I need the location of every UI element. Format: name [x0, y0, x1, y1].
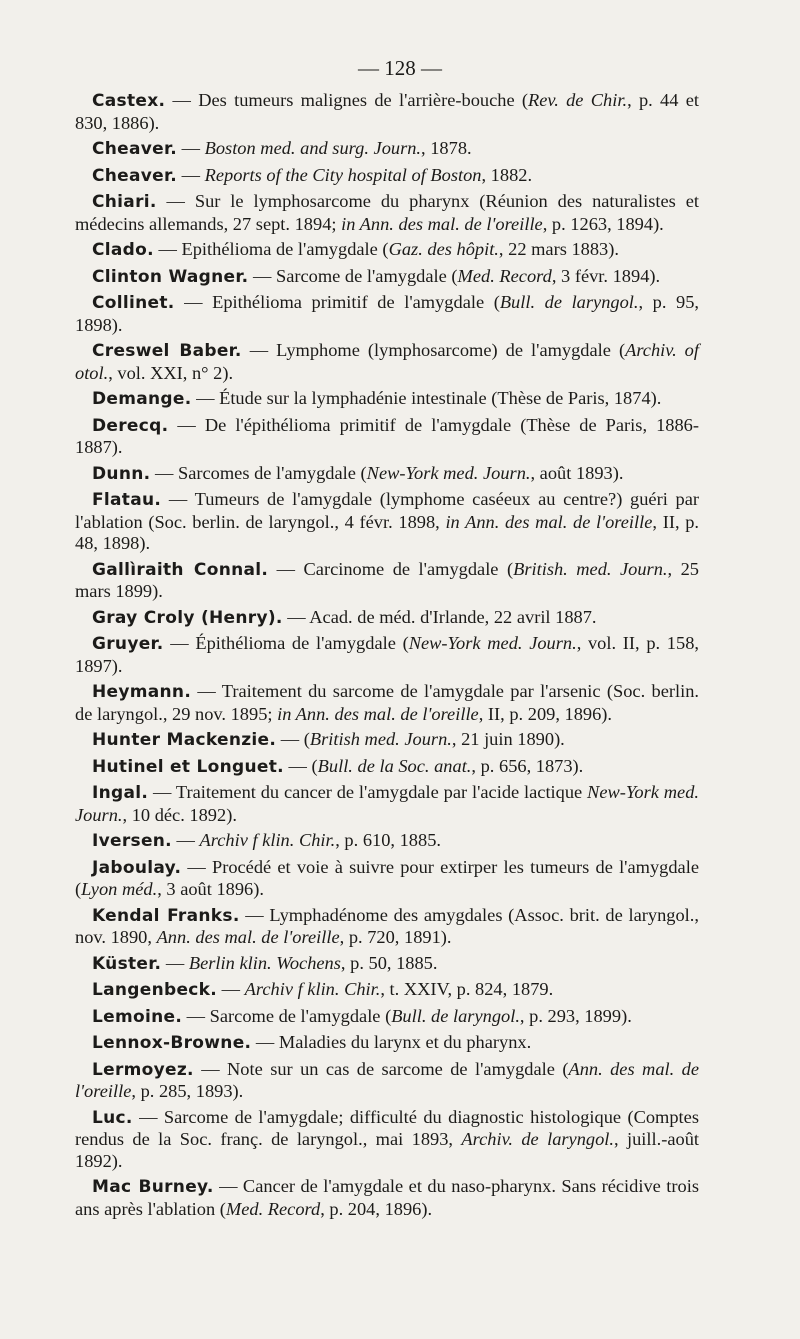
entry-text: —: [171, 830, 200, 850]
entry-text: — Tumeurs de l'amygdale (lymphome caséeux au centre?) guéri par l'ablation (Soc. berlin. de laryngol., 4 févr. 1898,: [75, 489, 699, 532]
publication-title: Boston med. and surg. Journ.: [204, 138, 422, 158]
author-name: Chiari.: [92, 192, 157, 212]
publication-title: Ann. des mal. de l'oreille: [156, 927, 340, 947]
entry-text: , p. 285, 1893).: [131, 1081, 244, 1101]
entry-text: , p. 95, 1898).: [75, 292, 699, 335]
entry-text: , 21 juin 1890).: [451, 729, 565, 749]
entry-text: , juill.-août 1892).: [75, 1129, 700, 1171]
publication-title: in Ann. des mal. de l'oreille: [277, 703, 479, 724]
entry-text: — Sarcome de l'amygdale (: [248, 265, 458, 286]
publication-title: Ann. des mal. de l'oreille: [75, 1058, 699, 1101]
entry-text: — Lymphadénome des amygdales (Assoc. brit. de laryngol., nov. 1890,: [75, 904, 699, 947]
bibliography-entry: [75, 1107, 699, 1173]
entry-text: , p. 293, 1899).: [519, 1005, 632, 1026]
entry-text: — Traitement du sarcome de l'amygdale par l'arsenic (Soc. berlin. de laryngol., 29 nov. 1895;: [75, 681, 699, 724]
author-name: Gallìraith Connal.: [92, 559, 269, 580]
author-name: Langenbeck.: [92, 980, 218, 1000]
entry-text: , p. 50, 1885.: [340, 952, 438, 973]
entry-text: , II, p. 48, 1898).: [75, 511, 699, 553]
author-name: Lennox-Browne.: [92, 1033, 252, 1053]
entry-text: , 3 août 1896).: [157, 879, 264, 899]
entry-text: — Des tumeurs malignes de l'arrière-bouche (: [165, 90, 529, 110]
publication-title: Reports of the City hospital of Boston: [204, 164, 482, 185]
author-name: Clinton Wagner.: [92, 266, 249, 287]
author-name: Kendal Franks.: [92, 905, 240, 926]
bibliography-entry: [75, 633, 699, 677]
bibliography-entry: [75, 90, 699, 134]
entry-text: — Cancer de l'amygdale et du naso-pharynx. Sans récidive trois ans après l'ablation (: [75, 1176, 699, 1219]
publication-title: Lyon méd.: [81, 879, 158, 899]
entry-text: — Traitement du cancer de l'amygdale par l'acide lactique: [148, 782, 588, 802]
bibliography-entry: [75, 905, 699, 949]
author-name: Jaboulay.: [92, 857, 182, 878]
author-name: Küster.: [92, 953, 162, 974]
entry-text: — (: [276, 729, 310, 749]
entry-text: — Épithélioma de l'amygdale (: [163, 633, 409, 653]
entry-text: , p. 204, 1896).: [320, 1198, 433, 1219]
entry-text: — Sarcome de l'amygdale (: [182, 1005, 392, 1026]
bibliography-entry: [75, 292, 699, 336]
author-name: Demange.: [92, 389, 192, 409]
bibliography-entry: [75, 782, 699, 826]
publication-title: Bull. de laryngol.: [499, 292, 639, 312]
entry-text: —: [177, 138, 205, 158]
publication-title: Archiv. de laryngol.: [461, 1129, 615, 1149]
publication-title: Med. Record: [225, 1198, 321, 1219]
publication-title: New-York med. Journ.: [75, 782, 699, 825]
entry-text: — Acad. de méd. d'Irlande, 22 avril 1887.: [282, 606, 597, 627]
publication-title: Bull. de la Soc. anat.: [317, 755, 472, 776]
bibliography-entry: [75, 681, 699, 725]
entry-text: , p. 720, 1891).: [339, 927, 452, 947]
publication-title: Gaz. des hôpit.: [388, 239, 499, 259]
publication-title: New-York med. Journ.: [366, 462, 531, 483]
bibliography-entry: [75, 1176, 699, 1220]
author-name: Dunn.: [92, 463, 151, 484]
publication-title: in Ann. des mal. de l'oreille: [445, 511, 653, 532]
bibliography-entry: [75, 165, 699, 188]
entry-text: , 25 mars 1899).: [75, 558, 699, 601]
entry-text: , II, p. 209, 1896).: [478, 703, 613, 724]
author-name: Gruyer.: [92, 634, 164, 654]
bibliography-entry: [75, 239, 699, 262]
publication-title: British med. Journ.: [309, 729, 452, 749]
publication-title: Med. Record: [457, 265, 552, 286]
bibliography-entry: [75, 1006, 699, 1029]
entry-text: , août 1893).: [530, 462, 624, 483]
bibliography-entry: [75, 1032, 699, 1055]
entry-text: , p. 610, 1885.: [335, 830, 441, 850]
page-number: — 128 —: [358, 56, 442, 80]
author-name: Cheaver.: [92, 165, 178, 186]
bibliography-entry: [75, 953, 699, 976]
entry-text: — Epithélioma de l'amygdale (: [153, 239, 389, 259]
author-name: Cheaver.: [92, 139, 178, 159]
entry-text: — Sur le lymphosarcome du pharynx (Réunion des naturalistes et médecins allemands, 27 sept. 1894;: [75, 191, 699, 234]
entry-text: —: [161, 952, 189, 973]
bibliography-entry: [75, 559, 699, 603]
author-name: Heymann.: [92, 682, 192, 702]
entry-text: , vol. XXI, n° 2).: [108, 362, 234, 383]
entry-text: — Sarcomes de l'amygdale (: [150, 462, 367, 483]
bibliography-entry: [75, 266, 699, 289]
author-name: Flatau.: [92, 490, 162, 510]
publication-title: Rev. de Chir.: [528, 90, 628, 110]
author-name: Derecq.: [92, 415, 169, 436]
entry-text: , p. 1263, 1894).: [542, 213, 664, 234]
bibliography-entry: [75, 607, 699, 630]
entry-text: — Note sur un cas de sarcome de l'amygdale (: [193, 1058, 569, 1079]
entry-text: , 10 déc. 1892).: [122, 804, 237, 825]
publication-title: Archiv f klin. Chir.: [199, 830, 336, 850]
entry-text: , 1882.: [481, 164, 533, 185]
entry-text: , p. 44 et 830, 1886).: [75, 90, 699, 133]
publication-title: New-York med. Journ.: [408, 633, 577, 653]
bibliography-entry: [75, 388, 699, 411]
entry-text: —: [177, 164, 205, 185]
entry-text: —: [217, 979, 245, 999]
author-name: Castex.: [92, 91, 166, 111]
author-name: Mac Burney.: [92, 1177, 214, 1197]
author-name: Collinet.: [92, 293, 175, 313]
author-name: Gray Croly (Henry).: [92, 607, 283, 628]
entry-text: — Lymphome (lymphosarcome) de l'amygdale (: [241, 340, 626, 360]
entry-text: , 3 févr. 1894).: [551, 265, 661, 286]
entry-text: — Sarcome de l'amygdale; difficulté du diagnostic histologique (Comptes rendus de la Soc. franç. de laryngol., mai 1893,: [75, 1106, 699, 1149]
author-name: Iversen.: [92, 831, 172, 851]
entry-text: , p. 656, 1873).: [471, 755, 584, 776]
publication-title: Archiv f klin. Chir.: [244, 979, 381, 999]
entry-text: — Procédé et voie à suivre pour extirper les tumeurs de l'amygdale (: [75, 856, 699, 899]
entry-text: — (: [283, 755, 318, 776]
publication-title: Bull. de laryngol.: [391, 1005, 520, 1026]
entry-text: , t. XXIV, p. 824, 1879.: [380, 979, 554, 999]
author-name: Hunter Mackenzie.: [92, 730, 277, 750]
bibliography-entry: [75, 857, 699, 901]
bibliography-entry: [75, 830, 699, 853]
publication-title: Berlin klin. Wochens: [188, 952, 341, 973]
bibliography-entry: [75, 1059, 699, 1103]
bibliography-entry: [75, 729, 699, 752]
entry-text: — Étude sur la lymphadénie intestinale (Thèse de Paris, 1874).: [191, 388, 662, 408]
author-name: Creswel Baber.: [92, 341, 242, 361]
author-name: Lermoyez.: [92, 1059, 194, 1080]
bibliography-entry: [75, 340, 699, 384]
entry-text: , vol. II, p. 158, 1897).: [75, 633, 699, 676]
entry-text: — Maladies du larynx et du pharynx.: [251, 1032, 532, 1052]
bibliography-list: [75, 90, 699, 1224]
entry-text: — Carcinome de l'amygdale (: [268, 558, 514, 579]
publication-title: Archiv. of otol.: [75, 340, 699, 383]
publication-title: British. med. Journ.: [513, 558, 668, 579]
entry-text: , 22 mars 1883).: [498, 239, 619, 259]
entry-text: — Epithélioma primitif de l'amygdale (: [174, 292, 500, 312]
bibliography-entry: [75, 415, 699, 459]
publication-title: in Ann. des mal. de l'oreille: [341, 213, 543, 234]
author-name: Clado.: [92, 240, 154, 260]
author-name: Ingal.: [92, 783, 149, 803]
bibliography-entry: [75, 489, 699, 555]
bibliography-entry: [75, 463, 699, 486]
author-name: Luc.: [92, 1107, 133, 1128]
entry-text: — De l'épithélioma primitif de l'amygdale (Thèse de Paris, 1886-1887).: [75, 414, 699, 457]
bibliography-entry: [75, 191, 699, 235]
bibliography-entry: [75, 138, 699, 161]
author-name: Hutinel et Longuet.: [92, 756, 284, 777]
author-name: Lemoine.: [92, 1006, 183, 1027]
entry-text: , 1878.: [421, 138, 472, 158]
bibliography-entry: [75, 756, 699, 779]
bibliography-entry: [75, 979, 699, 1002]
